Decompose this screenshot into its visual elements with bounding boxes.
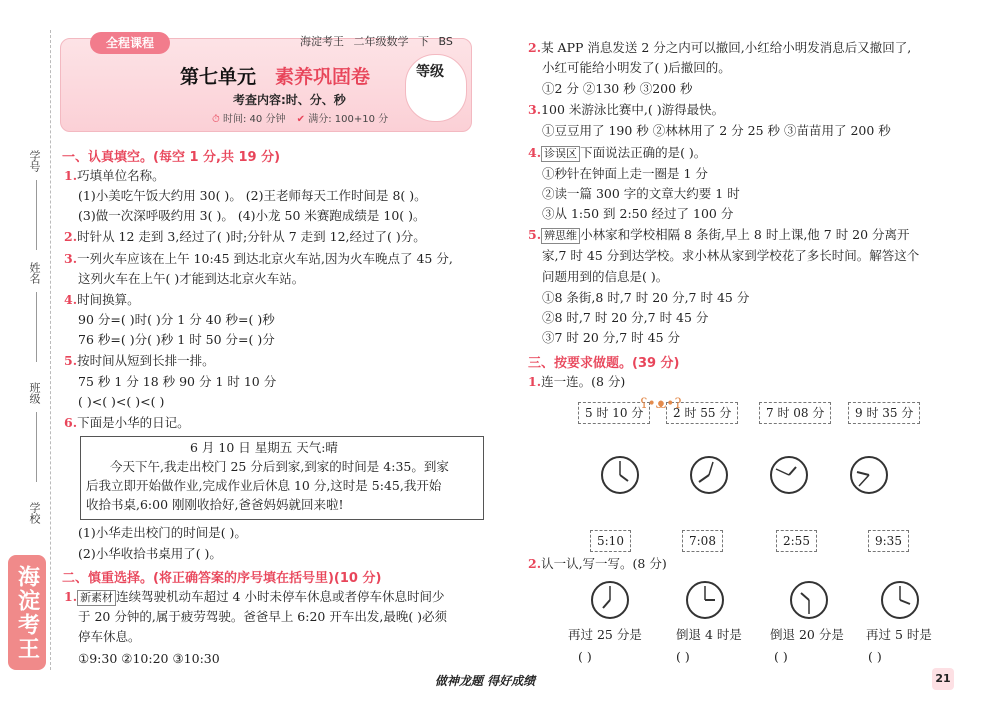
c5-option-1[interactable]: ①8 条街,8 时,7 时 20 分,7 时 45 分: [542, 290, 750, 305]
q4-number: 4.: [64, 292, 78, 307]
c2-number: 2.: [528, 40, 542, 55]
q5-text: 按时间从短到长排一排。: [77, 353, 215, 368]
diary-line-3: 收拾书桌,6:00 刚刚收拾好,爸爸妈妈就回来啦!: [86, 497, 344, 512]
c5-text-b: 家,7 时 45 分到达学校。求小林从家到学校花了多长时间。解答这个: [542, 248, 920, 263]
clock-icon: [685, 580, 725, 620]
c1-number: 1.: [64, 589, 78, 604]
fold-line: [50, 30, 51, 670]
c4-text: 下面说法正确的是( )。: [580, 145, 707, 160]
caption: 再过 5 时是: [866, 627, 932, 642]
c1-tag: 新素材: [77, 590, 116, 606]
c3-text: 100 米游泳比赛中,( )游得最快。: [541, 102, 725, 117]
time-limit: 时间: 40 分钟: [223, 114, 286, 125]
q5-number: 5.: [64, 353, 78, 368]
q6-text: 下面是小华的日记。: [77, 415, 190, 430]
clock-icon[interactable]: [689, 455, 729, 495]
name-line[interactable]: [36, 292, 37, 362]
c1-line: [64, 589, 444, 606]
caption: 再过 25 分是: [568, 627, 642, 642]
clock-icon: [880, 580, 920, 620]
c4-number: 4.: [528, 145, 542, 160]
c4-option-2[interactable]: ②读一篇 300 字的文章大约要 1 时: [542, 186, 740, 201]
answer-blank[interactable]: ( ): [868, 649, 882, 664]
time-label-box[interactable]: 5 时 10 分: [578, 402, 650, 424]
digital-time-box[interactable]: 9:35: [868, 530, 909, 552]
student-id-label: 学号: [28, 150, 41, 172]
c2-text-a: 某 APP 消息发送 2 分之内可以撤回,小红给小明发消息后又撤回了,: [541, 40, 912, 55]
q6-a[interactable]: (1)小华走出校门的时间是( )。: [78, 525, 247, 540]
section-1-heading: 一、认真填空。(每空 1 分,共 19 分): [62, 150, 281, 165]
digital-time-box[interactable]: 2:55: [776, 530, 817, 552]
c2-text-b[interactable]: 小红可能给小明发了( )后撤回的。: [542, 60, 731, 75]
q6-b[interactable]: (2)小华收拾书桌用了( )。: [78, 546, 222, 561]
name-label: 姓名: [28, 262, 41, 284]
answer-blank[interactable]: ( ): [774, 649, 788, 664]
q5-order[interactable]: ( )<( )<( )<( ): [78, 394, 165, 409]
full-score: 满分: 100+10 分: [308, 114, 389, 125]
bear-icon: ʕ•ᴥ•ʔ: [640, 396, 682, 412]
c5-text-c[interactable]: 问题用到的信息是( )。: [542, 269, 669, 284]
p1-text: 连一连。(8 分): [541, 374, 626, 389]
header-info: [300, 33, 459, 49]
q3-text-b[interactable]: 这列火车在上午( )才能到达北京火车站。: [78, 271, 305, 286]
c5-option-2[interactable]: ②8 时,7 时 20 分,7 时 45 分: [542, 310, 709, 325]
school-label: 学校: [28, 502, 41, 524]
scope-text: 考查内容:时、分、秒: [233, 93, 346, 107]
c4-option-1[interactable]: ①秒针在钟面上走一圈是 1 分: [542, 166, 708, 181]
time-label-box[interactable]: 2 时 55 分: [666, 402, 738, 424]
c5-tag: 辨思维: [541, 228, 580, 244]
student-id-line[interactable]: [36, 180, 37, 250]
grade-label: 等级: [416, 64, 444, 80]
q3-number: 3.: [64, 251, 78, 266]
answer-blank[interactable]: ( ): [578, 649, 592, 664]
c5-text-a: 小林家和学校相隔 8 条街,早上 8 时上课,他 7 时 20 分离开: [580, 227, 910, 242]
clock-icon[interactable]: [849, 455, 889, 495]
p1-line: [528, 374, 625, 390]
q4-b[interactable]: 76 秒=( )分( )秒 1 时 50 分=( )分: [78, 332, 275, 347]
q5-items: 75 秒 1 分 18 秒 90 分 1 时 10 分: [78, 374, 277, 389]
q1-number: 1.: [64, 168, 78, 183]
q5-line: [64, 353, 215, 369]
caption: 倒退 4 时是: [676, 627, 742, 642]
clock-icon: ⏱: [212, 114, 220, 125]
unit-title: 第七单元: [180, 66, 257, 88]
c3-line[interactable]: [528, 102, 724, 118]
p1-number: 1.: [528, 374, 542, 389]
time-label-box[interactable]: 7 时 08 分: [759, 402, 831, 424]
q6-line: [64, 415, 190, 431]
q2-line[interactable]: [64, 229, 426, 245]
q4-a[interactable]: 90 分=( )时( )分 1 分 40 秒=( )秒: [78, 312, 275, 327]
clock-icon[interactable]: [600, 455, 640, 495]
clock-icon: [789, 580, 829, 620]
edition: BS: [438, 35, 453, 48]
time-score: [212, 110, 388, 125]
c5-option-3[interactable]: ③7 时 20 分,7 时 45 分: [542, 330, 681, 345]
digital-time-box[interactable]: 7:08: [682, 530, 723, 552]
c1-text-a: 连续驾驶机动车超过 4 小时未停车休息或者停车休息时间少: [116, 589, 445, 604]
c4-option-3[interactable]: ③从 1:50 到 2:50 经过了 100 分: [542, 206, 734, 221]
page-number: 21: [932, 668, 954, 690]
c1-text-c: 停车休息。: [78, 629, 141, 644]
answer-blank[interactable]: ( ): [676, 649, 690, 664]
q1-line: [64, 168, 165, 184]
clock-icon[interactable]: [769, 455, 809, 495]
q3-text-a: 一列火车应该在上午 10:45 到达北京火车站,因为火车晚点了 45 分,: [77, 251, 453, 266]
clock-icon: [590, 580, 630, 620]
diary-heading: 6 月 10 日 星期五 天气:晴: [190, 440, 338, 455]
q1-b[interactable]: (3)做一次深呼吸约用 3( )。 (4)小龙 50 米赛跑成绩是 10( )。: [78, 208, 426, 223]
diary-line-1: 今天下午,我走出校门 25 分后到家,到家的时间是 4:35。到家: [110, 459, 449, 474]
q1-text: 巧填单位名称。: [77, 168, 165, 183]
c4-tag: 诊误区: [541, 146, 580, 162]
check-icon: ✔: [296, 114, 306, 125]
c1-options[interactable]: ①9:30 ②10:20 ③10:30: [78, 651, 220, 666]
q3-line: [64, 251, 453, 267]
volume: 下: [418, 35, 429, 48]
c5-number: 5.: [528, 227, 542, 242]
q4-text: 时间换算。: [77, 292, 140, 307]
c4-line[interactable]: [528, 145, 706, 162]
c2-options[interactable]: ①2 分 ②130 秒 ③200 秒: [542, 81, 693, 96]
section-2-heading: 二、慎重选择。(将正确答案的序号填在括号里)(10 分): [62, 571, 382, 586]
digital-time-box[interactable]: 5:10: [590, 530, 631, 552]
p2-text: 认一认,写一写。(8 分): [541, 556, 667, 571]
grade-subject: 二年级数学: [353, 35, 409, 48]
class-line[interactable]: [36, 412, 37, 482]
publisher: 海淀考王: [300, 35, 344, 48]
p2-line: [528, 556, 667, 572]
ribbon-badge: 全程课程: [90, 32, 170, 54]
q2-number: 2.: [64, 229, 78, 244]
q6-number: 6.: [64, 415, 78, 430]
q2-text: 时针从 12 走到 3,经过了( )时;分针从 7 走到 12,经过了( )分。: [77, 229, 426, 244]
paper-title: 素养巩固卷: [275, 66, 371, 88]
diary-line-2: 后我立即开始做作业,完成作业后休息 10 分,这时是 5:45,我开始: [86, 478, 442, 493]
footer-slogan: 做神龙题 得好成绩: [435, 674, 536, 688]
c1-text-b[interactable]: 于 20 分钟的,属于疲劳驾驶。爸爸早上 6:20 开车出发,最晚( )必须: [78, 609, 448, 624]
class-label: 班级: [28, 382, 41, 404]
c3-options[interactable]: ①豆豆用了 190 秒 ②林林用了 2 分 25 秒 ③苗苗用了 200 秒: [542, 123, 891, 138]
c2-line: [528, 40, 911, 56]
section-3-heading: 三、按要求做题。(39 分): [528, 356, 680, 371]
brand-logo: 海淀考王: [8, 555, 46, 670]
c3-number: 3.: [528, 102, 542, 117]
q4-line: [64, 292, 140, 308]
caption: 倒退 20 分是: [770, 627, 844, 642]
q1-a[interactable]: (1)小美吃午饭大约用 30( )。 (2)王老师每天工作时间是 8( )。: [78, 188, 427, 203]
time-label-box[interactable]: 9 时 35 分: [848, 402, 920, 424]
p2-number: 2.: [528, 556, 542, 571]
c5-line: [528, 227, 910, 244]
